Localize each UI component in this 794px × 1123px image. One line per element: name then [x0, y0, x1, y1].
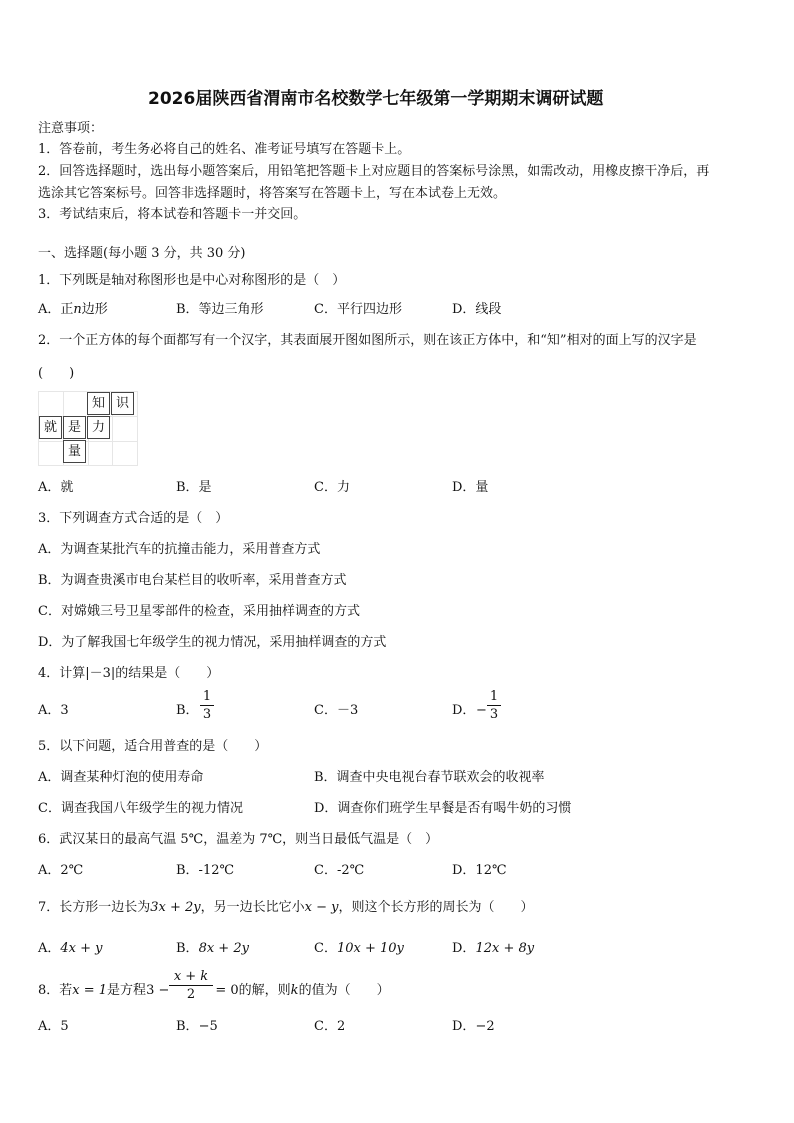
fraction-numerator: 1 — [489, 689, 499, 704]
q7-option-a-expr: 4x + y — [60, 941, 103, 956]
question-3-stem: 3．下列调查方式合适的是（ ） — [38, 511, 229, 526]
question-5-stem: 5．以下问题，适合用普查的是（ ） — [38, 739, 268, 754]
q6-option-d: D．12℃ — [452, 863, 507, 878]
q7-option-b-expr: 8x + 2y — [198, 941, 249, 956]
question-1-stem: 1．下列既是轴对称图形也是中心对称图形的是（ ） — [38, 273, 346, 288]
notice-item: 1．答卷前，考生务必将自己的姓名、准考证号填写在答题卡上。 — [38, 142, 411, 157]
q8-condition: x = 1 — [72, 983, 108, 998]
q4-option-a: A．3 — [38, 703, 69, 718]
q4-option-d-sign: − — [476, 703, 487, 718]
q6-option-c: C．-2℃ — [314, 863, 365, 878]
section-heading: 一、选择题(每小题 3 分，共 30 分) — [38, 246, 246, 261]
q7-option-b-label: B． — [176, 941, 199, 956]
q7-option-c-expr: 10x + 10y — [336, 941, 404, 956]
q1-option-b: B．等边三角形 — [176, 302, 264, 317]
q7-stem-text: ，则这个长方形的周长为（ ） — [338, 900, 534, 915]
fraction-denominator: 3 — [202, 707, 212, 722]
q8-stem-text: 8．若 — [38, 983, 73, 998]
question-7-stem — [38, 900, 534, 916]
q7-option-c-label: C． — [314, 941, 337, 956]
question-6-stem: 6．武汉某日的最高气温 5℃，温差为 7℃，则当日最低气温是（ ） — [38, 832, 439, 847]
q1-option-a-suffix: 边形 — [81, 302, 108, 317]
fraction-numerator: 1 — [202, 689, 212, 704]
question-8-stem — [38, 983, 390, 999]
q1-option-d: D．线段 — [452, 302, 502, 317]
q8-option-d-value: −2 — [475, 1019, 495, 1034]
net-cell-li: 力 — [87, 416, 110, 439]
q8-option-c: C．2 — [314, 1019, 346, 1034]
q5-option-d: D．调查你们班学生早餐是否有喝牛奶的习惯 — [314, 801, 572, 816]
q1-option-a-var: n — [73, 302, 82, 317]
q2-option-d: D．量 — [452, 480, 489, 495]
q7-option-d-label: D． — [452, 941, 476, 956]
q8-equation-fraction — [169, 969, 213, 1002]
q7-stem-text: ，另一边长比它小 — [200, 900, 305, 915]
net-cell-zhi: 知 — [87, 392, 110, 415]
q4-option-d-fraction — [487, 689, 501, 722]
question-4-stem: 4．计算|－3|的结果是（ ） — [38, 666, 220, 681]
q7-option-d-expr: 12x + 8y — [475, 941, 535, 956]
q8-option-a: A．5 — [38, 1019, 69, 1034]
q8-equation-right: = 0 — [215, 983, 239, 998]
notice-item: 3．考试结束后，将本试卷和答题卡一并交回。 — [38, 207, 307, 222]
q8-option-d — [452, 1019, 495, 1035]
q5-option-a: A．调查某种灯泡的使用寿命 — [38, 770, 204, 785]
net-cell-shi: 识 — [111, 392, 134, 415]
q3-option-b: B．为调查贵溪市电台某栏目的收听率，采用普查方式 — [38, 573, 347, 588]
fraction-numerator: x + k — [173, 969, 209, 984]
q7-expression: x − y — [304, 900, 339, 915]
q7-option-a-label: A． — [38, 941, 61, 956]
q1-option-a — [38, 302, 108, 318]
q8-option-b — [176, 1019, 218, 1035]
q1-option-c: C．平行四边形 — [314, 302, 402, 317]
notice-item: 2．回答选择题时，选出每小题答案后，用铅笔把答题卡上对应题目的答案标号涂黑，如需改动，用橡皮擦干净后，再 — [38, 164, 710, 179]
net-cell-jiu: 就 — [39, 416, 62, 439]
q6-option-b: B．-12℃ — [176, 863, 235, 878]
q8-option-b-value: −5 — [198, 1019, 218, 1034]
q3-option-d: D．为了解我国七年级学生的视力情况，采用抽样调查的方式 — [38, 635, 387, 650]
q7-stem-text: 7．长方形一边长为 — [38, 900, 151, 915]
fraction-denominator: 3 — [489, 707, 499, 722]
q8-equation-left: 3 − — [146, 983, 170, 998]
net-cell-liang: 量 — [63, 440, 86, 463]
question-2-paren: ( ) — [38, 366, 75, 381]
fraction-bar — [200, 705, 214, 706]
q4-option-c: C．－3 — [314, 703, 359, 718]
q7-option-a — [38, 941, 103, 957]
q8-stem-text: 的值为（ ） — [298, 983, 390, 998]
notice-item: 选涂其它答案标号。回答非选择题时，将答案写在答题卡上，写在本试卷上无效。 — [38, 186, 507, 201]
fraction-denominator: 2 — [186, 987, 196, 1002]
q7-option-c — [314, 941, 404, 957]
q7-expression: 3x + 2y — [150, 900, 201, 915]
q2-option-b: B．是 — [176, 480, 212, 495]
q3-option-a: A．为调查某批汽车的抗撞击能力，采用普查方式 — [38, 542, 321, 557]
fraction-bar — [487, 705, 501, 706]
notice-heading: 注意事项： — [38, 121, 104, 136]
q2-option-a: A．就 — [38, 480, 74, 495]
q6-option-a: A．2℃ — [38, 863, 84, 878]
q7-option-b — [176, 941, 249, 957]
q5-option-b: B．调查中央电视台春节联欢会的收视率 — [314, 770, 545, 785]
q4-option-b-label: B． — [176, 703, 199, 718]
q4-option-b-fraction — [200, 689, 214, 722]
q8-stem-text: 的解，则 — [238, 983, 291, 998]
q5-option-c: C．调查我国八年级学生的视力情况 — [38, 801, 243, 816]
q3-option-c: C．对嫦娥三号卫星零部件的检查，采用抽样调查的方式 — [38, 604, 360, 619]
cube-net-figure — [38, 391, 138, 466]
q8-stem-text: 是方程 — [107, 983, 147, 998]
q7-option-d — [452, 941, 534, 957]
page-title: 2026届陕西省渭南市名校数学七年级第一学期期末调研试题 — [148, 89, 604, 109]
fraction-bar — [169, 985, 213, 986]
net-cell-shi2: 是 — [63, 416, 86, 439]
question-2-stem: 2．一个正方体的每个面都写有一个汉字，其表面展开图如图所示，则在该正方体中，和“知”相对的面上写的汉字是 — [38, 333, 697, 348]
q2-option-c: C．力 — [314, 480, 350, 495]
q4-option-d-label: D． — [452, 703, 476, 718]
q8-option-d-label: D． — [452, 1019, 476, 1034]
grid-line — [137, 391, 138, 466]
q1-option-a-label: A．正 — [38, 302, 74, 317]
q8-variable: k — [290, 983, 299, 998]
q8-option-b-label: B． — [176, 1019, 199, 1034]
